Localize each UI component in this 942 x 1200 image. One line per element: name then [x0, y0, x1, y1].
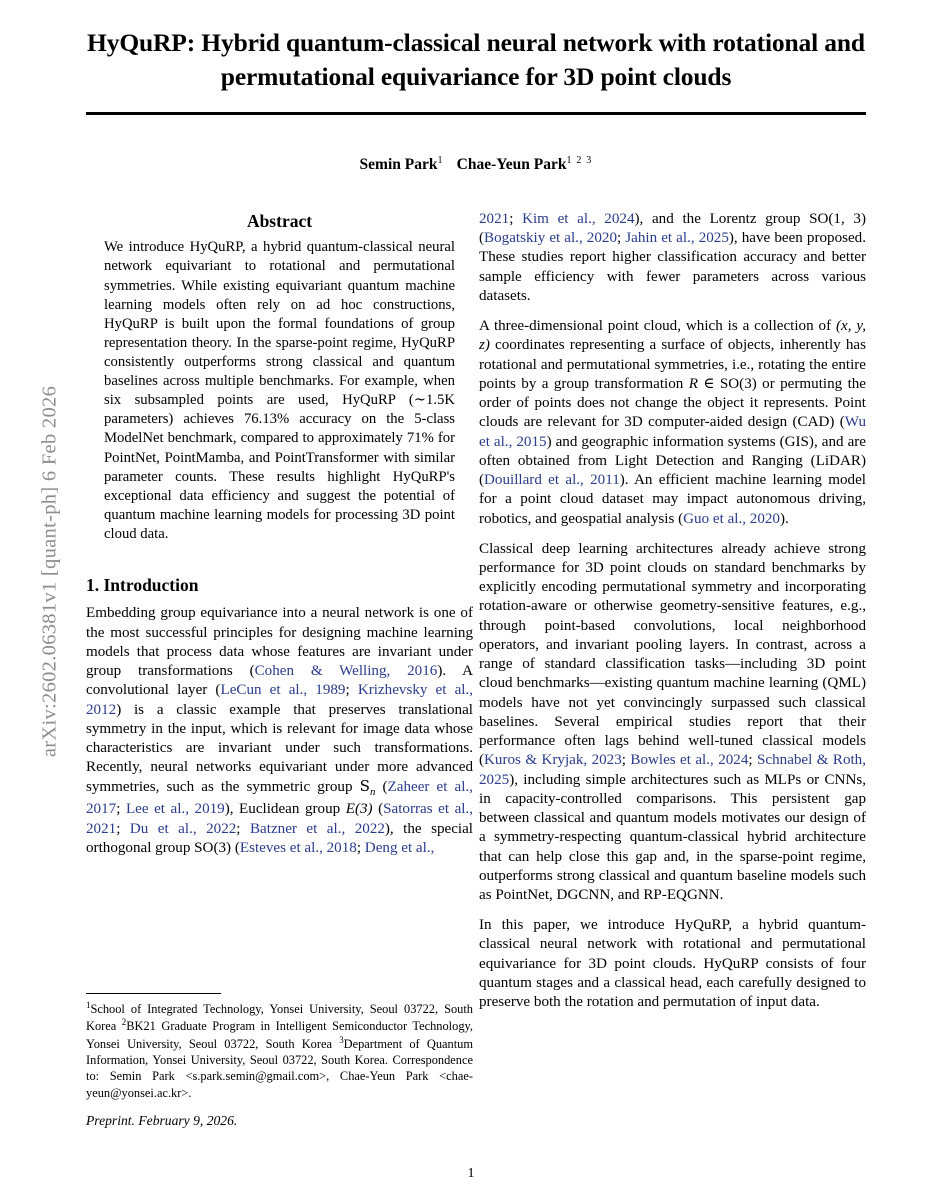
- euclidean-group-symbol: E(3): [345, 801, 373, 818]
- section-heading-introduction: [86, 574, 473, 596]
- right-paragraph-1: [479, 210, 866, 306]
- symmetric-group-symbol: S: [359, 777, 370, 796]
- right-paragraph-4: In this paper, we introduce HyQuRP, a hybrid quantum-classical neural network with rotational and permutational equivariance for 3D point clouds. HyQuRP consists of four quantum stages and a classical head, each carefully designed to preserve both the rotation and permutation of input data.: [479, 917, 866, 1011]
- intro-text-g: ), the special orthogonal group: [86, 820, 474, 856]
- right-text-a: ), and the Lorentz group: [634, 211, 810, 227]
- p2-text-f: ).: [779, 510, 789, 527]
- left-column: [86, 210, 473, 869]
- citation-douillard[interactable]: Douillard et al., 2011: [484, 472, 620, 489]
- so3-symbol-right: SO(3): [719, 375, 757, 392]
- citation-satorras[interactable]: Satorras et al., 2021: [86, 801, 474, 837]
- section-title: Introduction: [103, 575, 199, 596]
- p2-text-c: or permuting the order of points does not change the object it represents. Point clouds are relevant for 3D computer-aided design (CAD) (: [479, 375, 867, 431]
- author-affiliation-1: 1: [437, 155, 444, 166]
- intro-text-e: ), Euclidean group: [224, 801, 346, 818]
- citation-separator-4: ;: [236, 820, 250, 837]
- citation-kim[interactable]: Kim et al., 2024: [522, 211, 635, 227]
- author-list: [86, 155, 866, 174]
- section-number: 1.: [86, 575, 100, 596]
- right-text-c: ), have been proposed. These studies report higher classification accuracy and better sample efficiency with fewer parameters across various datasets.: [479, 230, 867, 304]
- citation-lee[interactable]: Lee et al., 2019: [125, 801, 225, 818]
- citation-bowles[interactable]: Bowles et al., 2024: [630, 752, 749, 769]
- footnote-marker-1: 1: [86, 1000, 91, 1010]
- coordinates-symbol: (x, y, z): [479, 318, 866, 354]
- p2-text-b: coordinates representing a surface of objects, inherently has rotational and permutational symmetries, i.e., rotating the entire points by a group transformation: [479, 337, 866, 392]
- citation-separator-d: ;: [748, 752, 757, 769]
- author-affiliation-2: 1 2 3: [566, 155, 593, 166]
- intro-text-b: ). A convolutional layer (: [86, 663, 473, 699]
- citation-jahin[interactable]: Jahin et al., 2025: [625, 230, 729, 247]
- p2-text-d: ) and geographic information systems (GIS), and are often obtained from Light Detection and Ranging (LiDAR) (: [479, 433, 866, 489]
- citation-bogatskiy[interactable]: Bogatskiy et al., 2020: [484, 230, 617, 247]
- right-text-b: (: [479, 230, 485, 247]
- abstract-heading: Abstract: [246, 211, 313, 231]
- footnote-affiliation-3: Department of Quantum Information, Yonsei University, Seoul 03722, South Korea. Correspondence to: Semin Park <s.park.semin@gmail.com>, Chae-Yeun Park <chae-yeun@yonsei.ac.kr>.: [86, 1036, 473, 1100]
- footnote-marker-2: 2: [121, 1017, 127, 1028]
- intro-text-d: (: [375, 779, 388, 796]
- citation-separator-1: ;: [345, 682, 358, 699]
- author-name-2: Chae-Yeun Park: [456, 156, 567, 174]
- footnote-rule: [86, 993, 221, 994]
- abstract-body: We introduce HyQuRP, a hybrid quantum-classical neural network equivariant to rotational and permutational symmetries. While existing equivariant quantum machine learning models often rely on ad hoc constructions, HyQuRP is built upon the formal foundations of group representation theory. In the sparse-point regime, HyQuRP consistently outperforms strong classical and quantum baselines across multiple benchmarks. For example, when six subsampled points are used, HyQuRP (∼1.5K parameters) achieves 76.13% accuracy on the 5-class ModelNet benchmark, compared to approximately 71% for PointNet, PointMamba, and PointTransformer with similar parameter counts. These results highlight HyQuRP's exceptional data efficiency and suggest the potential of quantum machine learning models for processing 3D point cloud data.: [104, 239, 455, 542]
- right-paragraph-2: [479, 317, 866, 529]
- footnote-text: [86, 1000, 473, 1101]
- preprint-notice: Preprint. February 9, 2026.: [86, 1113, 238, 1128]
- footnote-marker-3: 3: [339, 1034, 344, 1045]
- citation-schnabel[interactable]: Schnabel & Roth, 2025: [479, 752, 867, 788]
- citation-du[interactable]: Du et al., 2022: [129, 820, 237, 837]
- citation-deng-year[interactable]: 2021: [479, 211, 510, 227]
- intro-paragraph-1: [86, 604, 473, 858]
- citation-lecun[interactable]: LeCun et al., 1989: [220, 682, 346, 699]
- citation-separator-2: ;: [116, 801, 126, 818]
- citation-separator-a: ;: [509, 211, 523, 227]
- page-number: 1: [467, 1166, 475, 1181]
- intro-text-c: ) is a classic example that preserves translational symmetry in the input, which is relevant for image data whose characteristics are invariant under such transformations. Recently, neural networks equivariant under more advanced symmetries, such as the symmetric group: [86, 701, 473, 796]
- footnote-affiliation-1: School of Integrated Technology, Yonsei University, Seoul 03722, South Korea: [86, 1002, 473, 1034]
- element-of-symbol: ∈: [697, 375, 720, 392]
- title-rule: [86, 112, 866, 115]
- symmetric-group-subscript: n: [369, 786, 376, 799]
- citation-guo[interactable]: Guo et al., 2020: [683, 510, 780, 527]
- citation-separator-5: ;: [356, 839, 365, 856]
- citation-kuros[interactable]: Kuros & Kryjak, 2023: [484, 752, 622, 769]
- footnote-affiliation-2: BK21 Graduate Program in Intelligent Semiconductor Technology, Yonsei University, Seoul 03722, South Korea: [86, 1019, 473, 1051]
- right-paragraph-3: [479, 540, 866, 905]
- p2-text-a: A three-dimensional point cloud, which is a collection of: [479, 318, 836, 335]
- author-name-1: Semin Park: [359, 156, 438, 174]
- footnote-block: [86, 1000, 473, 1101]
- p2-text-e: ). An efficient machine learning model for a point cloud dataset may impact autonomous driving, robotics, and geospatial analysis (: [479, 472, 866, 527]
- intro-text-a: Embedding group equivariance into a neural network is one of the most successful principles for designing machine learning models that process data whose features are invariant under group transformations (: [86, 605, 473, 680]
- citation-separator-3: ;: [116, 820, 130, 837]
- lorentz-group-symbol: SO(1, 3): [809, 211, 867, 227]
- rotation-matrix-symbol: R: [688, 375, 698, 392]
- p3-text-b: ), including simple architectures such as MLPs or CNNs, in capacity-controlled comparisons. This persistent gap between classical and quantum models motivates our design of a symmetry-respecting quantum-classical hybrid architecture that can help close this gap and, in the sparse-point regime, outperforms strong classical and quantum baseline models such as PointNet, DGCNN, and RP-EQGNN.: [479, 771, 866, 903]
- citation-zaheer[interactable]: Zaheer et al., 2017: [86, 779, 473, 818]
- citation-wu[interactable]: Wu et al., 2015: [479, 414, 866, 450]
- citation-separator-c: ;: [621, 752, 631, 769]
- title-block: [86, 26, 866, 93]
- p3-text-a: Classical deep learning architectures already achieve strong performance for 3D point clouds on standard benchmarks by explicitly encoding permutational symmetry and incorporating rotation-aware or otherwise geometry-sensitive features, e.g., through point-based convolutions, local neighborhood operators, and invariant pooling layers. In contrast, across a range of standard classification tasks—including 3D point cloud benchmarks—existing quantum machine learning (QML) models have not yet convincingly surpassed such classical baselines. Several empirical studies report that their performance often lags behind well-tuned classical models (: [479, 540, 866, 769]
- citation-separator-b: ;: [617, 230, 626, 247]
- citation-krizhevsky[interactable]: Krizhevsky et al., 2012: [86, 682, 474, 718]
- citation-cohen-welling[interactable]: Cohen & Welling, 2016: [254, 663, 438, 680]
- citation-deng[interactable]: Deng et al.,: [364, 839, 435, 856]
- citation-esteves[interactable]: Esteves et al., 2018: [239, 839, 357, 856]
- arxiv-stamp: arXiv:2602.06381v1 [quant-ph] 6 Feb 2026: [38, 385, 61, 758]
- intro-text-h: (: [231, 839, 240, 856]
- right-column: [479, 210, 866, 1023]
- so3-symbol: SO(3): [194, 839, 232, 856]
- page-title: HyQuRP: Hybrid quantum-classical neural network with rotational and permutational equivariance for 3D point clouds: [87, 28, 865, 91]
- citation-batzner[interactable]: Batzner et al., 2022: [249, 820, 385, 837]
- intro-text-f: (: [372, 801, 384, 818]
